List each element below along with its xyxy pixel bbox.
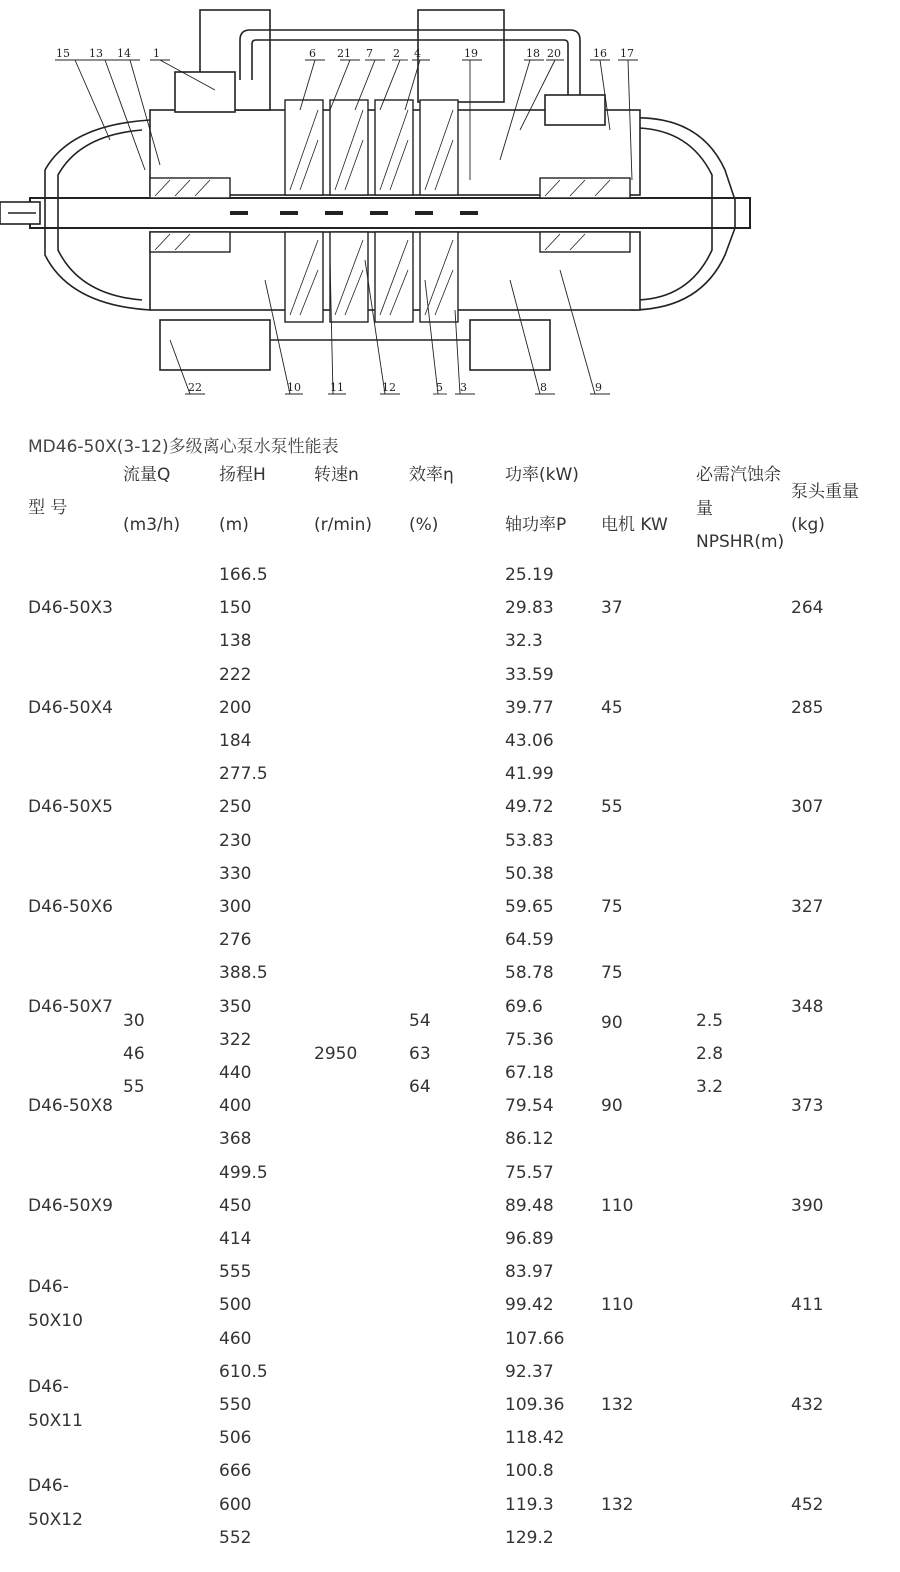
callout-label: 13 [89, 47, 103, 60]
model-name: D46-50X12 [28, 1476, 83, 1530]
callout-label: 6 [309, 47, 316, 60]
shaft-power-value: 79.54 [505, 1096, 554, 1116]
head-value: 506 [219, 1428, 252, 1448]
shaft-power-value: 39.77 [505, 698, 554, 718]
callout-label: 22 [188, 381, 202, 394]
head-value: 138 [219, 631, 252, 651]
npshr-value: 2.5 [696, 1011, 724, 1031]
weight-value: 327 [791, 897, 824, 917]
shaft-power-value: 107.66 [505, 1329, 565, 1349]
shaft-power-value: 75.57 [505, 1163, 554, 1183]
head-value: 222 [219, 665, 252, 685]
motor-value: 55 [601, 797, 623, 817]
header-weight: 泵头重量 [791, 482, 859, 502]
callout-label: 12 [382, 381, 396, 394]
model-name: D46-50X11 [28, 1377, 83, 1431]
head-value: 610.5 [219, 1362, 268, 1382]
flow-value: 30 [123, 1011, 145, 1031]
efficiency-value: 63 [409, 1044, 431, 1064]
head-value: 150 [219, 598, 252, 618]
header-flow-unit: (m3/h) [123, 515, 181, 535]
shaft-power-value: 43.06 [505, 731, 554, 751]
shaft-power-value: 86.12 [505, 1129, 554, 1149]
callout-label: 20 [547, 47, 561, 60]
head-value: 276 [219, 930, 252, 950]
header-shaft-power: 轴功率P [505, 515, 567, 535]
head-value: 250 [219, 797, 252, 817]
callout-label: 8 [540, 381, 547, 394]
speed-value: 2950 [314, 1044, 358, 1064]
motor-value: 90 [601, 1013, 623, 1033]
shaft-power-value: 109.36 [505, 1395, 565, 1415]
shaft-power-value: 53.83 [505, 831, 554, 851]
head-value: 388.5 [219, 963, 268, 983]
head-value: 666 [219, 1461, 252, 1481]
header-motor: 电机 KW [601, 515, 668, 535]
shaft-power-value: 99.42 [505, 1295, 554, 1315]
callout-label: 14 [117, 47, 131, 60]
shaft-power-value: 33.59 [505, 665, 554, 685]
header-npshr-line3: NPSHR(m) [696, 532, 785, 552]
model-name: D46-50X9 [28, 1196, 113, 1216]
motor-value: 110 [601, 1196, 634, 1216]
weight-value: 390 [791, 1196, 824, 1216]
head-value: 450 [219, 1196, 252, 1216]
shaft-power-value: 25.19 [505, 565, 554, 585]
callout-label: 18 [526, 47, 540, 60]
header-power: 功率(kW) [505, 465, 579, 485]
motor-value: 132 [601, 1395, 634, 1415]
shaft-power-value: 100.8 [505, 1461, 554, 1481]
weight-value: 307 [791, 797, 824, 817]
callout-label: 21 [337, 47, 351, 60]
head-value: 166.5 [219, 565, 268, 585]
model-name: D46-50X5 [28, 797, 113, 817]
callout-label: 7 [366, 47, 373, 60]
motor-value: 132 [601, 1495, 634, 1515]
head-value: 350 [219, 997, 252, 1017]
motor-value: 45 [601, 698, 623, 718]
weight-value: 264 [791, 598, 824, 618]
model-name: D46-50X8 [28, 1096, 113, 1116]
shaft-power-value: 58.78 [505, 963, 554, 983]
shaft-power-value: 118.42 [505, 1428, 565, 1448]
shaft-power-value: 92.37 [505, 1362, 554, 1382]
header-efficiency-unit: (%) [409, 515, 439, 535]
head-value: 460 [219, 1329, 252, 1349]
callout-label: 5 [436, 381, 443, 394]
callout-label: 16 [593, 47, 607, 60]
header-head: 扬程H [219, 465, 266, 485]
pump-cross-section-drawing [0, 0, 900, 410]
head-value: 400 [219, 1096, 252, 1116]
shaft-power-value: 67.18 [505, 1063, 554, 1083]
header-speed: 转速n [314, 465, 359, 485]
head-value: 555 [219, 1262, 252, 1282]
shaft-power-value: 89.48 [505, 1196, 554, 1216]
npshr-value: 3.2 [696, 1077, 724, 1097]
head-value: 330 [219, 864, 252, 884]
npshr-value: 2.8 [696, 1044, 724, 1064]
weight-value: 285 [791, 698, 824, 718]
head-value: 277.5 [219, 764, 268, 784]
shaft-power-value: 129.2 [505, 1528, 554, 1548]
callout-label: 11 [330, 381, 344, 394]
header-npshr-line1: 必需汽蚀余 [696, 465, 781, 485]
head-value: 440 [219, 1063, 252, 1083]
head-value: 230 [219, 831, 252, 851]
model-name: D46-50X10 [28, 1277, 83, 1331]
head-value: 550 [219, 1395, 252, 1415]
callout-label: 10 [287, 381, 301, 394]
shaft-power-value: 64.59 [505, 930, 554, 950]
shaft-power-value: 96.89 [505, 1229, 554, 1249]
header-npshr-line2: 量 [696, 499, 713, 519]
motor-value: 75 [601, 963, 623, 983]
shaft-power-value: 83.97 [505, 1262, 554, 1282]
head-value: 499.5 [219, 1163, 268, 1183]
callout-label: 4 [414, 47, 421, 60]
model-name: D46-50X6 [28, 897, 113, 917]
header-flow: 流量Q [123, 465, 171, 485]
head-value: 200 [219, 698, 252, 718]
head-value: 300 [219, 897, 252, 917]
shaft-power-value: 59.65 [505, 897, 554, 917]
motor-value: 110 [601, 1295, 634, 1315]
header-head-unit: (m) [219, 515, 249, 535]
weight-value: 373 [791, 1096, 824, 1116]
head-value: 322 [219, 1030, 252, 1050]
shaft-power-value: 29.83 [505, 598, 554, 618]
shaft-power-value: 49.72 [505, 797, 554, 817]
motor-value: 75 [601, 897, 623, 917]
head-value: 500 [219, 1295, 252, 1315]
model-name: D46-50X7 [28, 997, 113, 1017]
shaft-power-value: 69.6 [505, 997, 543, 1017]
header-speed-unit: (r/min) [314, 515, 373, 535]
shaft-power-value: 32.3 [505, 631, 543, 651]
efficiency-value: 64 [409, 1077, 431, 1097]
efficiency-value: 54 [409, 1011, 431, 1031]
header-efficiency: 效率η [409, 465, 454, 485]
model-name: D46-50X3 [28, 598, 113, 618]
callout-label: 19 [464, 47, 478, 60]
flow-value: 55 [123, 1077, 145, 1097]
motor-value: 90 [601, 1096, 623, 1116]
shaft-power-value: 41.99 [505, 764, 554, 784]
callout-label: 2 [393, 47, 400, 60]
weight-value: 348 [791, 997, 824, 1017]
callout-label: 17 [620, 47, 634, 60]
table-title: MD46-50X(3-12)多级离心泵水泵性能表 [28, 437, 339, 457]
weight-value: 411 [791, 1295, 824, 1315]
head-value: 414 [219, 1229, 252, 1249]
callout-label: 1 [153, 47, 160, 60]
model-name: D46-50X4 [28, 698, 113, 718]
header-weight-unit: (kg) [791, 515, 825, 535]
callout-label: 3 [460, 381, 467, 394]
head-value: 368 [219, 1129, 252, 1149]
weight-value: 432 [791, 1395, 824, 1415]
head-value: 600 [219, 1495, 252, 1515]
callout-label: 9 [595, 381, 602, 394]
head-value: 552 [219, 1528, 252, 1548]
weight-value: 452 [791, 1495, 824, 1515]
shaft-power-value: 119.3 [505, 1495, 554, 1515]
motor-value: 37 [601, 598, 623, 618]
callout-label: 15 [56, 47, 70, 60]
flow-value: 46 [123, 1044, 145, 1064]
shaft-power-value: 50.38 [505, 864, 554, 884]
header-model: 型 号 [28, 498, 68, 518]
head-value: 184 [219, 731, 252, 751]
shaft-power-value: 75.36 [505, 1030, 554, 1050]
